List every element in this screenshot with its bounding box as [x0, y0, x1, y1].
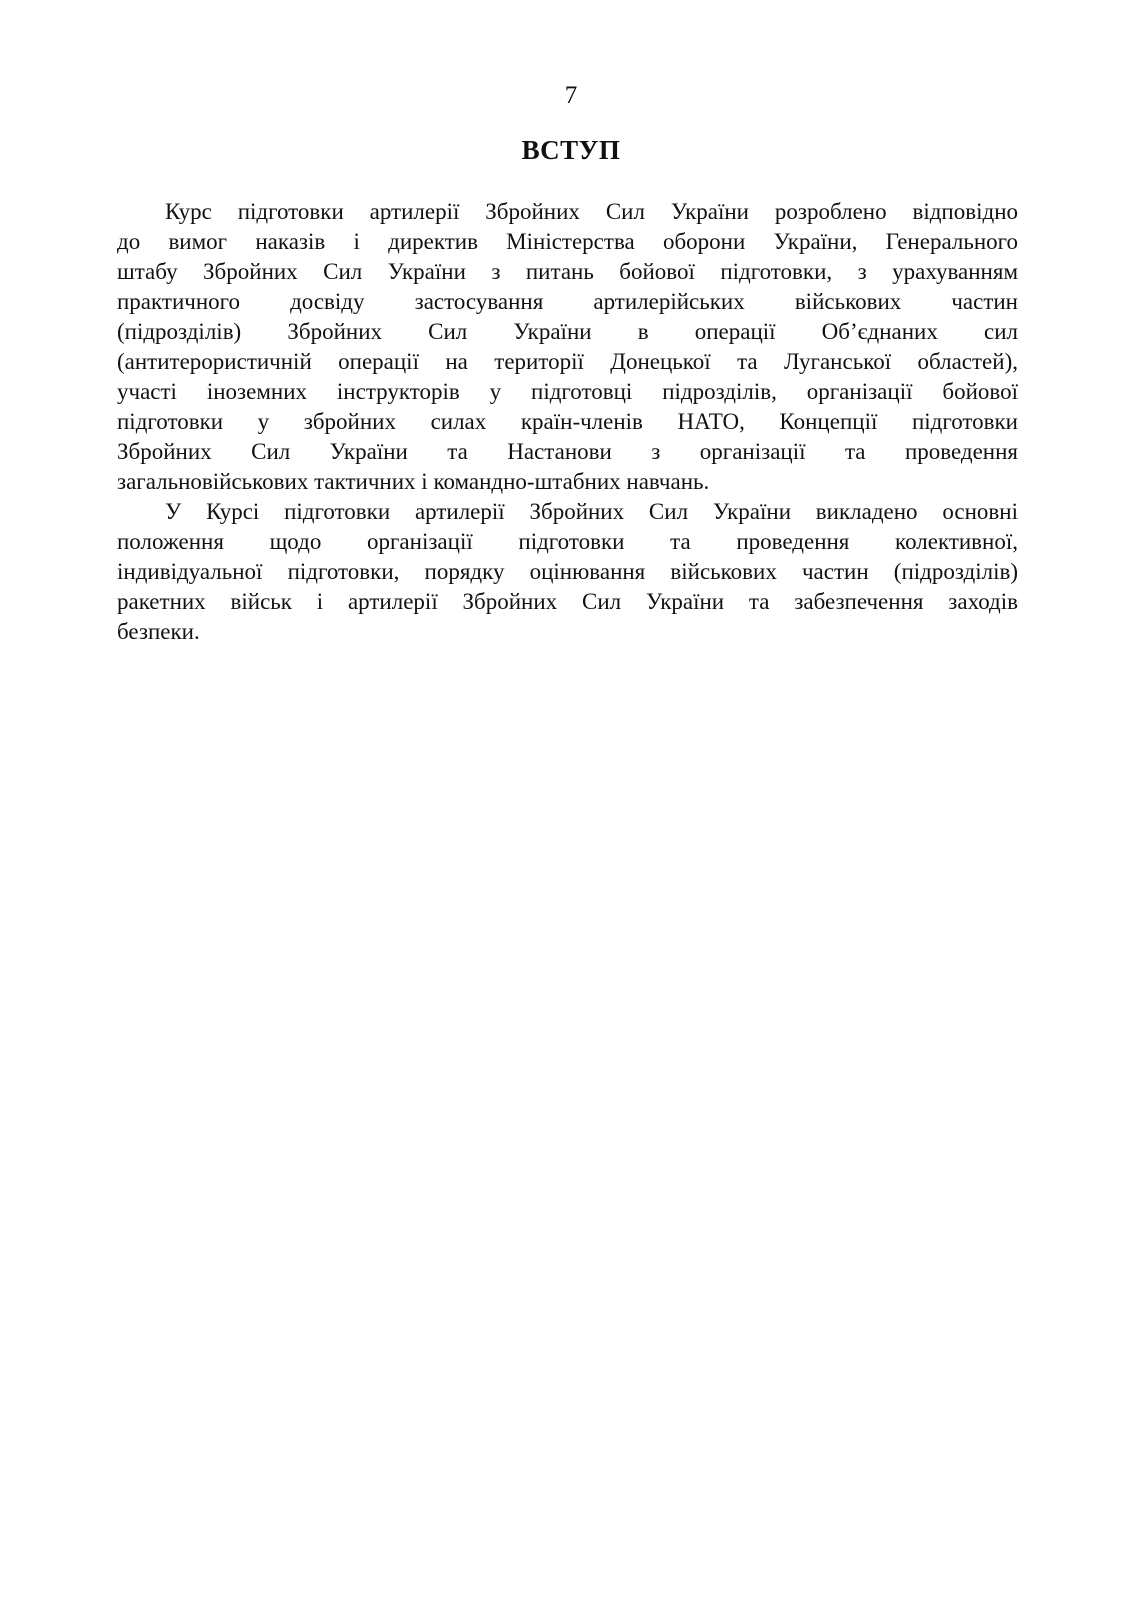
- paragraph: [117, 497, 1018, 647]
- page-number: 7: [564, 82, 578, 109]
- text-line: Збройних Сил України та Настанови з організації та проведення: [117, 439, 1018, 464]
- paragraph: [117, 197, 1018, 497]
- text-line: практичного досвіду застосування артилерійських військових частин: [117, 289, 1018, 314]
- text-line: безпеки.: [117, 619, 200, 644]
- text-line: штабу Збройних Сил України з питань бойової підготовки, з урахуванням: [117, 259, 1018, 284]
- text-line: Курс підготовки артилерії Збройних Сил України розроблено відповідно: [165, 199, 1018, 224]
- text-line: У Курсі підготовки артилерії Збройних Сил України викладено основні: [165, 499, 1018, 524]
- document-body: [117, 197, 1018, 647]
- text-line: загальновійськових тактичних і командно-штабних навчань.: [117, 469, 710, 494]
- text-line: положення щодо організації підготовки та проведення колективної,: [117, 529, 1018, 554]
- text-line: (антитерористичній операції на території Донецької та Луганської областей),: [117, 349, 1018, 374]
- text-line: до вимог наказів і директив Міністерства оборони України, Генерального: [117, 229, 1018, 254]
- text-line: ракетних військ і артилерії Збройних Сил України та забезпечення заходів: [117, 589, 1018, 614]
- text-line: індивідуальної підготовки, порядку оцінювання військових частин (підрозділів): [117, 559, 1018, 584]
- text-line: участі іноземних інструкторів у підготовці підрозділів, організації бойової: [117, 379, 1018, 404]
- text-line: підготовки у збройних силах країн-членів НАТО, Концепції підготовки: [117, 409, 1018, 434]
- text-line: (підрозділів) Збройних Сил України в операції Об’єднаних сил: [117, 319, 1018, 344]
- section-heading: ВСТУП: [521, 135, 621, 165]
